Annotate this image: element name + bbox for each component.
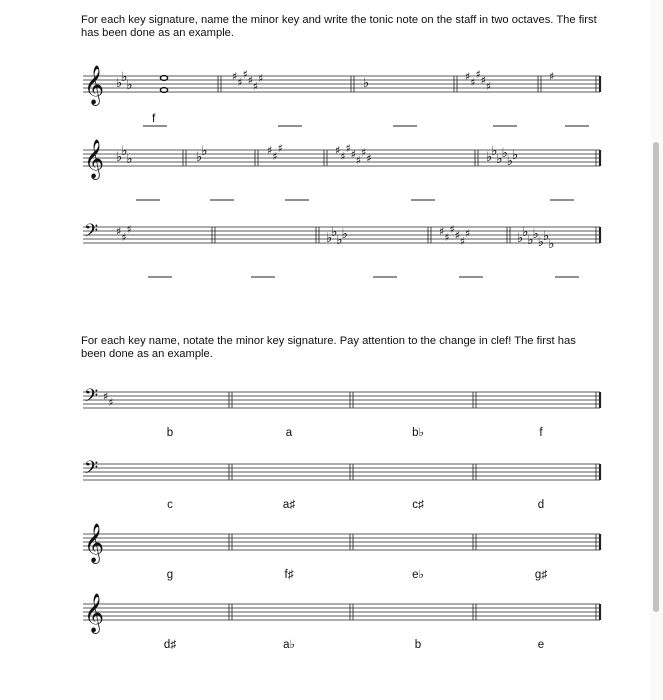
sharp-icon: ♯ xyxy=(470,76,476,89)
key-name-label: a♯ xyxy=(282,499,296,511)
sharp-icon: ♯ xyxy=(454,229,460,242)
sharp-icon: ♯ xyxy=(335,144,341,157)
flat-icon: ♭ xyxy=(486,150,493,165)
sharp-icon: ♯ xyxy=(103,390,109,403)
sharp-icon: ♯ xyxy=(485,80,492,93)
key-name-label: a xyxy=(285,427,293,439)
instruction-1: For each key signature, name the minor key and write the tonic note on the staff in two octaves. The first has been done as an example. xyxy=(81,14,597,39)
key-name-label: f xyxy=(539,427,543,439)
staff-2-3 xyxy=(0,522,663,592)
sharp-icon: ♯ xyxy=(247,74,253,87)
key-name-label: e xyxy=(537,639,545,651)
flat-icon: ♭ xyxy=(331,225,338,240)
sharp-icon: ♯ xyxy=(459,235,466,248)
flat-icon: ♭ xyxy=(491,144,498,159)
flat-icon: ♭ xyxy=(116,76,123,91)
sharp-icon: ♯ xyxy=(480,74,486,87)
bass-clef-icon: 𝄢 xyxy=(84,221,99,246)
flat-icon: ♭ xyxy=(116,150,123,165)
staff-2-4 xyxy=(0,592,663,662)
sharp-icon: ♯ xyxy=(277,142,283,155)
answer-text: f xyxy=(152,111,156,125)
treble-clef-icon: 𝄞 xyxy=(84,523,105,563)
flat-icon: ♭ xyxy=(121,144,128,159)
treble-clef-icon: 𝄞 xyxy=(84,65,105,105)
sharp-icon: ♯ xyxy=(465,227,471,240)
bass-clef-icon: 𝄢 xyxy=(84,386,99,411)
sharp-icon: ♯ xyxy=(366,152,372,165)
flat-icon: ♭ xyxy=(543,229,550,244)
flat-icon: ♭ xyxy=(121,70,128,85)
sharp-icon: ♯ xyxy=(345,142,351,155)
sharp-icon: ♯ xyxy=(340,150,346,163)
flat-icon: ♭ xyxy=(532,227,539,242)
key-name-label: g xyxy=(166,569,174,581)
sharp-icon: ♯ xyxy=(267,144,273,157)
treble-clef-icon: 𝄞 xyxy=(84,593,105,633)
sharp-icon: ♯ xyxy=(126,223,132,236)
flat-icon: ♭ xyxy=(341,227,348,242)
flat-icon: ♭ xyxy=(527,233,534,248)
sharp-icon: ♯ xyxy=(108,396,114,409)
flat-icon: ♭ xyxy=(501,146,508,161)
flat-icon: ♭ xyxy=(196,150,203,165)
sharp-icon: ♯ xyxy=(549,70,555,83)
bass-clef-icon: 𝄢 xyxy=(84,458,99,483)
key-name-label: a♭ xyxy=(283,639,295,651)
sharp-icon: ♯ xyxy=(361,146,367,159)
staff-1-3 xyxy=(0,215,663,285)
treble-clef-icon: 𝄞 xyxy=(84,139,105,179)
key-name-label: d♯ xyxy=(163,639,177,651)
instruction-2: For each key name, notate the minor key signature. Pay attention to the change in clef! The first has been done as an example. xyxy=(81,335,576,360)
sharp-icon: ♯ xyxy=(355,154,362,167)
flat-icon: ♭ xyxy=(537,235,544,250)
key-name-label: d xyxy=(537,499,545,511)
staff-2-2 xyxy=(0,452,663,522)
key-name-label: g♯ xyxy=(534,569,548,581)
key-name-label: c♯ xyxy=(412,499,424,511)
sharp-icon: ♯ xyxy=(475,68,481,81)
key-name-label: c xyxy=(167,499,173,511)
flat-icon: ♭ xyxy=(506,154,513,169)
flat-icon: ♭ xyxy=(126,152,133,167)
staff-1-1 xyxy=(0,64,663,134)
flat-icon: ♭ xyxy=(363,76,370,91)
sharp-icon: ♯ xyxy=(350,148,356,161)
flat-icon: ♭ xyxy=(522,225,529,240)
flat-icon: ♭ xyxy=(126,78,133,93)
sharp-icon: ♯ xyxy=(232,70,238,83)
key-name-label: b xyxy=(166,427,174,439)
sharp-icon: ♯ xyxy=(439,225,445,238)
sharp-icon: ♯ xyxy=(272,150,278,163)
sharp-icon: ♯ xyxy=(252,80,259,93)
sharp-icon: ♯ xyxy=(258,72,264,85)
key-name-label: e♭ xyxy=(412,569,424,581)
sharp-icon: ♯ xyxy=(242,68,248,81)
flat-icon: ♭ xyxy=(326,231,333,246)
flat-icon: ♭ xyxy=(336,233,343,248)
key-name-label: b♭ xyxy=(412,427,424,439)
sharp-icon: ♯ xyxy=(121,231,127,244)
flat-icon: ♭ xyxy=(517,231,524,246)
sharp-icon: ♯ xyxy=(116,225,122,238)
key-name-label: b xyxy=(414,639,422,651)
flat-icon: ♭ xyxy=(496,152,503,167)
flat-icon: ♭ xyxy=(512,148,519,163)
staff-2-1 xyxy=(0,380,663,450)
sharp-icon: ♯ xyxy=(465,70,471,83)
staff-1-2 xyxy=(0,138,663,208)
sharp-icon: ♯ xyxy=(237,76,243,89)
flat-icon: ♭ xyxy=(201,144,208,159)
key-name-label: f♯ xyxy=(284,569,294,581)
sharp-icon: ♯ xyxy=(444,231,450,244)
sharp-icon: ♯ xyxy=(449,223,455,236)
flat-icon: ♭ xyxy=(548,237,555,252)
